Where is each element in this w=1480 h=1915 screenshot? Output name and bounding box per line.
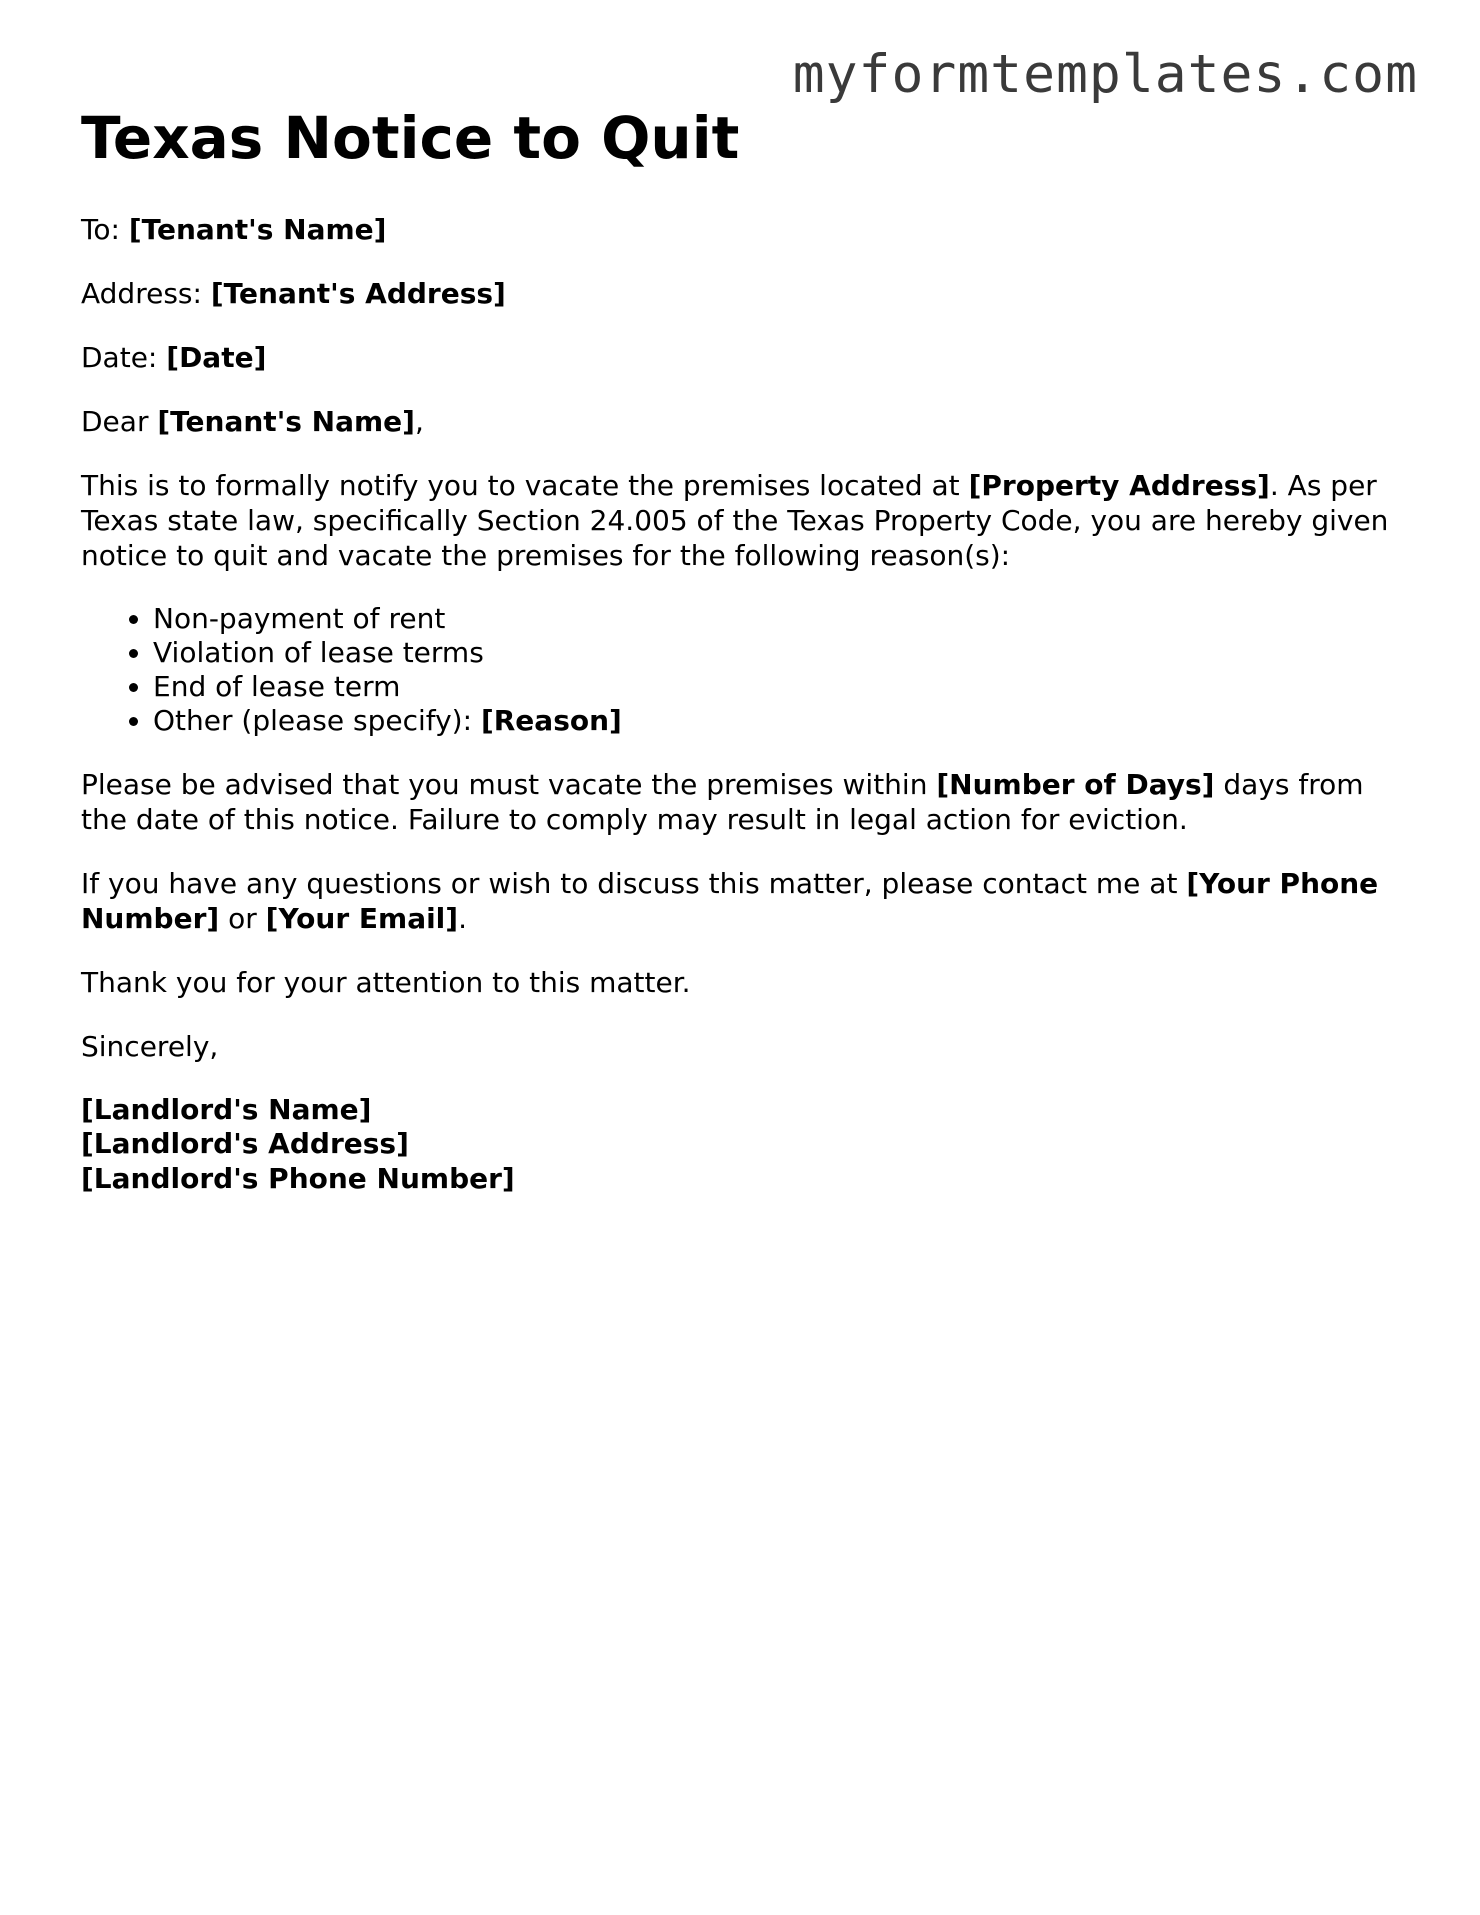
address-line xyxy=(81,276,1401,311)
reason-item: • End of lease term xyxy=(153,670,1401,704)
salutation xyxy=(81,404,1401,439)
salutation-comma: , xyxy=(414,404,424,438)
landlord-name-placeholder: [Landlord's Name] xyxy=(81,1092,372,1126)
other-reason-label: Other (please specify): xyxy=(153,703,473,737)
address-label: Address: xyxy=(81,276,202,310)
reason-item: • Non-payment of rent xyxy=(153,602,1401,636)
tenant-address-placeholder: [Tenant's Address] xyxy=(210,276,506,310)
reason-placeholder: [Reason] xyxy=(480,703,622,737)
salutation-name-placeholder: [Tenant's Name] xyxy=(157,404,415,438)
reason-item: • Violation of lease terms xyxy=(153,636,1401,670)
signature-block xyxy=(81,1093,1401,1197)
closing-line: Sincerely, xyxy=(81,1029,219,1063)
contact-period: . xyxy=(458,901,467,935)
notice-text-2: . As per Texas state law, specifically Section 24.005 of the Texas Property Code, you are hereby given notice to quit and vacate the premises for the following reason(s): xyxy=(81,468,1389,572)
contact-text: If you have any questions or wish to discuss this matter, please contact me at xyxy=(81,866,1178,900)
salutation-prefix: Dear xyxy=(81,404,149,438)
landlord-phone-placeholder: [Landlord's Phone Number] xyxy=(81,1161,515,1195)
recipient-label: To: xyxy=(81,212,120,246)
notice-paragraph xyxy=(81,468,1401,573)
contact-paragraph xyxy=(81,866,1401,936)
site-watermark: myformtemplates.com xyxy=(792,44,1418,105)
property-address-placeholder: [Property Address] xyxy=(968,468,1270,502)
thanks-line: Thank you for your attention to this matter. xyxy=(81,965,691,999)
reason-item-other xyxy=(153,704,1401,738)
phone-placeholder: [Your Phone Number] xyxy=(81,866,1379,935)
recipient-line xyxy=(81,212,1401,247)
number-of-days-placeholder: [Number of Days] xyxy=(936,767,1215,801)
date-placeholder: [Date] xyxy=(166,340,267,374)
document-title: Texas Notice to Quit xyxy=(81,104,740,172)
vacate-paragraph xyxy=(81,767,1401,837)
recipient-name-placeholder: [Tenant's Name] xyxy=(128,212,387,246)
vacate-text-1: Please be advised that you must vacate the premises within xyxy=(81,767,928,801)
reasons-list xyxy=(81,602,1401,738)
email-placeholder: [Your Email] xyxy=(265,901,459,935)
landlord-address-placeholder: [Landlord's Address] xyxy=(81,1127,409,1161)
vacate-text-2: days from the date of this notice. Failure to comply may result in legal action for eviction. xyxy=(81,767,1364,836)
notice-text-1: This is to formally notify you to vacate the premises located at xyxy=(81,468,960,502)
date-line xyxy=(81,340,1401,375)
notice-document xyxy=(81,104,1401,1225)
contact-or: or xyxy=(228,901,257,935)
date-label: Date: xyxy=(81,340,158,374)
